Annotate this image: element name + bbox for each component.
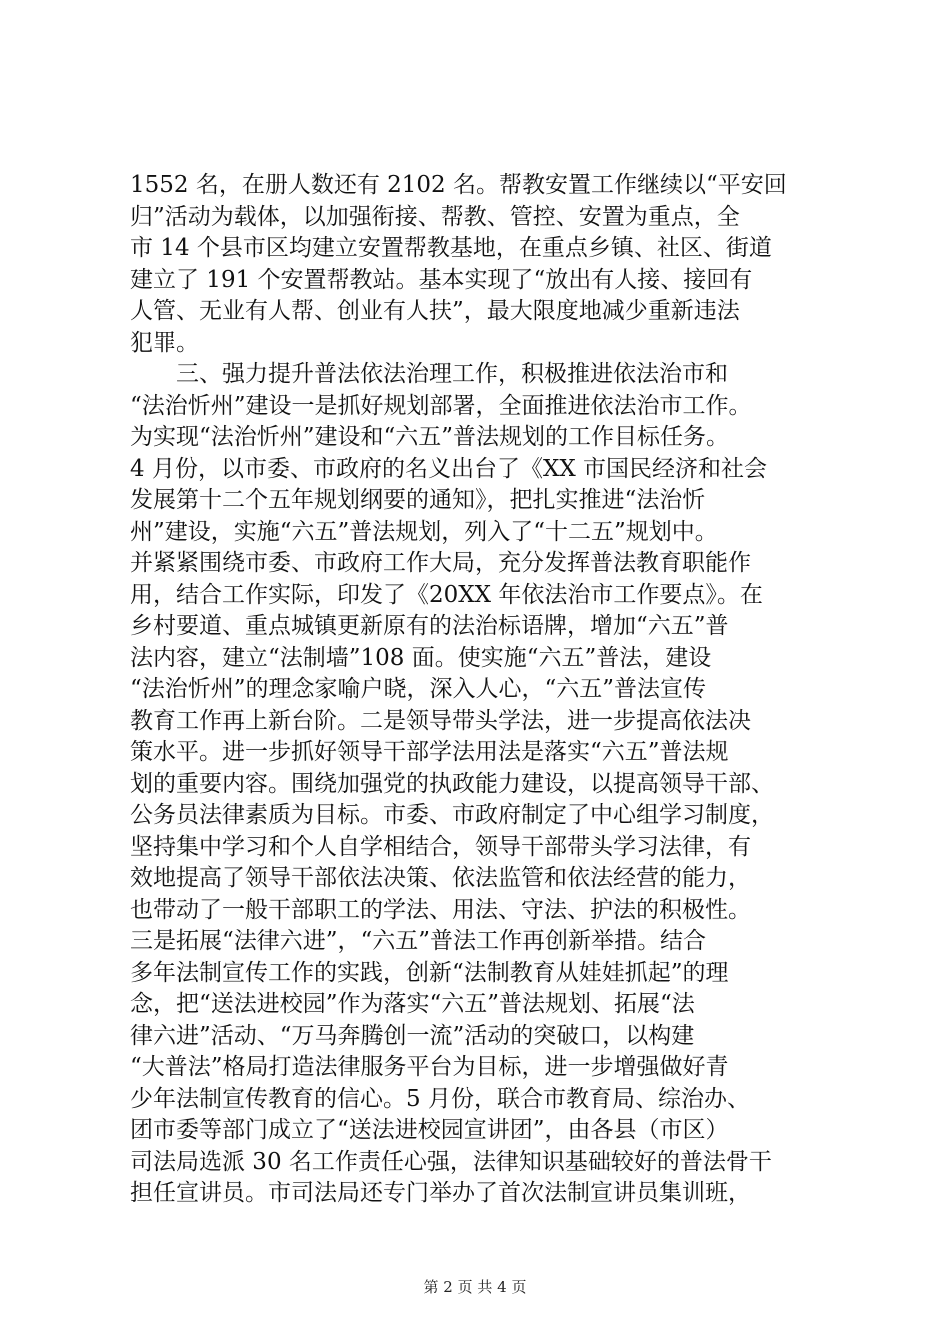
- text-line: 4 月份，以市委、市政府的名义出台了《XX 市国民经济和社会: [130, 455, 768, 482]
- text-line: 律六进”活动、“万马奔腾创一流”活动的突破口，以构建: [130, 1022, 695, 1049]
- text-line: 归”活动为载体，以加强衔接、帮教、管控、安置为重点，全: [130, 203, 740, 230]
- text-line: 1552 名，在册人数还有 2102 名。帮教安置工作继续以“平安回: [130, 172, 787, 198]
- text-line: 乡村要道、重点城镇更新原有的法治标语牌，增加“六五”普: [130, 613, 729, 639]
- text-line: 策水平。进一步抓好领导干部学法用法是落实“六五”普法规: [130, 739, 729, 765]
- text-line: 念，把“送法进校园”作为落实“六五”普法规划、拓展“法: [130, 991, 695, 1017]
- text-line: 为实现“法治忻州”建设和“六五”普法规划的工作目标任务。: [130, 424, 730, 450]
- text-line: 司法局选派 30 名工作责任心强，法律知识基础较好的普法骨干: [130, 1148, 772, 1175]
- text-line: 用，结合工作实际，印发了《20XX 年依法治市工作要点》。在: [130, 581, 763, 608]
- text-line: 法内容，建立“法制墙”108 面。使实施“六五”普法，建设: [130, 644, 712, 671]
- text-line: 犯罪。: [130, 329, 199, 356]
- document-body: [130, 170, 845, 1210]
- text-line: 坚持集中学习和个人自学相结合，领导干部带头学习法律，有: [130, 833, 751, 860]
- text-line: 团市委等部门成立了“送法进校园宣讲团”，由各县（市区）: [130, 1117, 729, 1143]
- text-line: 并紧紧围绕市委、市政府工作大局，充分发挥普法教育职能作: [130, 550, 751, 576]
- text-line: “法治忻州”的理念家喻户晓，深入人心，“六五”普法宣传: [130, 676, 707, 702]
- text-line: 划的重要内容。围绕加强党的执政能力建设，以提高领导干部、: [130, 770, 774, 797]
- text-line: 公务员法律素质为目标。市委、市政府制定了中心组学习制度，: [130, 802, 774, 828]
- text-line: 效地提高了领导干部依法决策、依法监管和依法经营的能力，: [130, 865, 751, 891]
- text-line: 市 14 个县市区均建立安置帮教基地，在重点乡镇、社区、街道: [130, 235, 772, 261]
- text-line: 发展第十二个五年规划纲要的通知》，把扎实推进“法治忻: [130, 487, 706, 513]
- text-line: “大普法”格局打造法律服务平台为目标，进一步增强做好青: [130, 1054, 729, 1080]
- page-footer: 第 2 页 共 4 页: [423, 1278, 527, 1296]
- text-line: 少年法制宣传教育的信心。5 月份，联合市教育局、综治办、: [130, 1085, 750, 1112]
- text-line: 州”建设，实施“六五”普法规划，列入了“十二五”规划中。: [130, 518, 718, 545]
- text-line: 建立了 191 个安置帮教站。基本实现了“放出有人接、接回有: [130, 266, 753, 293]
- text-line: 担任宣讲员。市司法局还专门举办了首次法制宣讲员集训班，: [130, 1180, 751, 1206]
- text-line: 人管、无业有人帮、创业有人扶”，最大限度地减少重新违法: [130, 298, 740, 324]
- text-line: 多年法制宣传工作的实践，创新“法制教育从娃娃抓起”的理: [130, 959, 729, 986]
- text-line: 教育工作再上新台阶。二是领导带头学法，进一步提高依法决: [130, 707, 751, 734]
- text-line: 三是拓展“法律六进”，“六五”普法工作再创新举措。结合: [130, 928, 707, 954]
- text-line: 三、强力提升普法依法治理工作，积极推进依法治市和: [130, 361, 728, 387]
- text-line: “法治忻州”建设一是抓好规划部署，全面推进依法治市工作。: [130, 392, 752, 419]
- text-line: 也带动了一般干部职工的学法、用法、守法、护法的积极性。: [130, 896, 751, 923]
